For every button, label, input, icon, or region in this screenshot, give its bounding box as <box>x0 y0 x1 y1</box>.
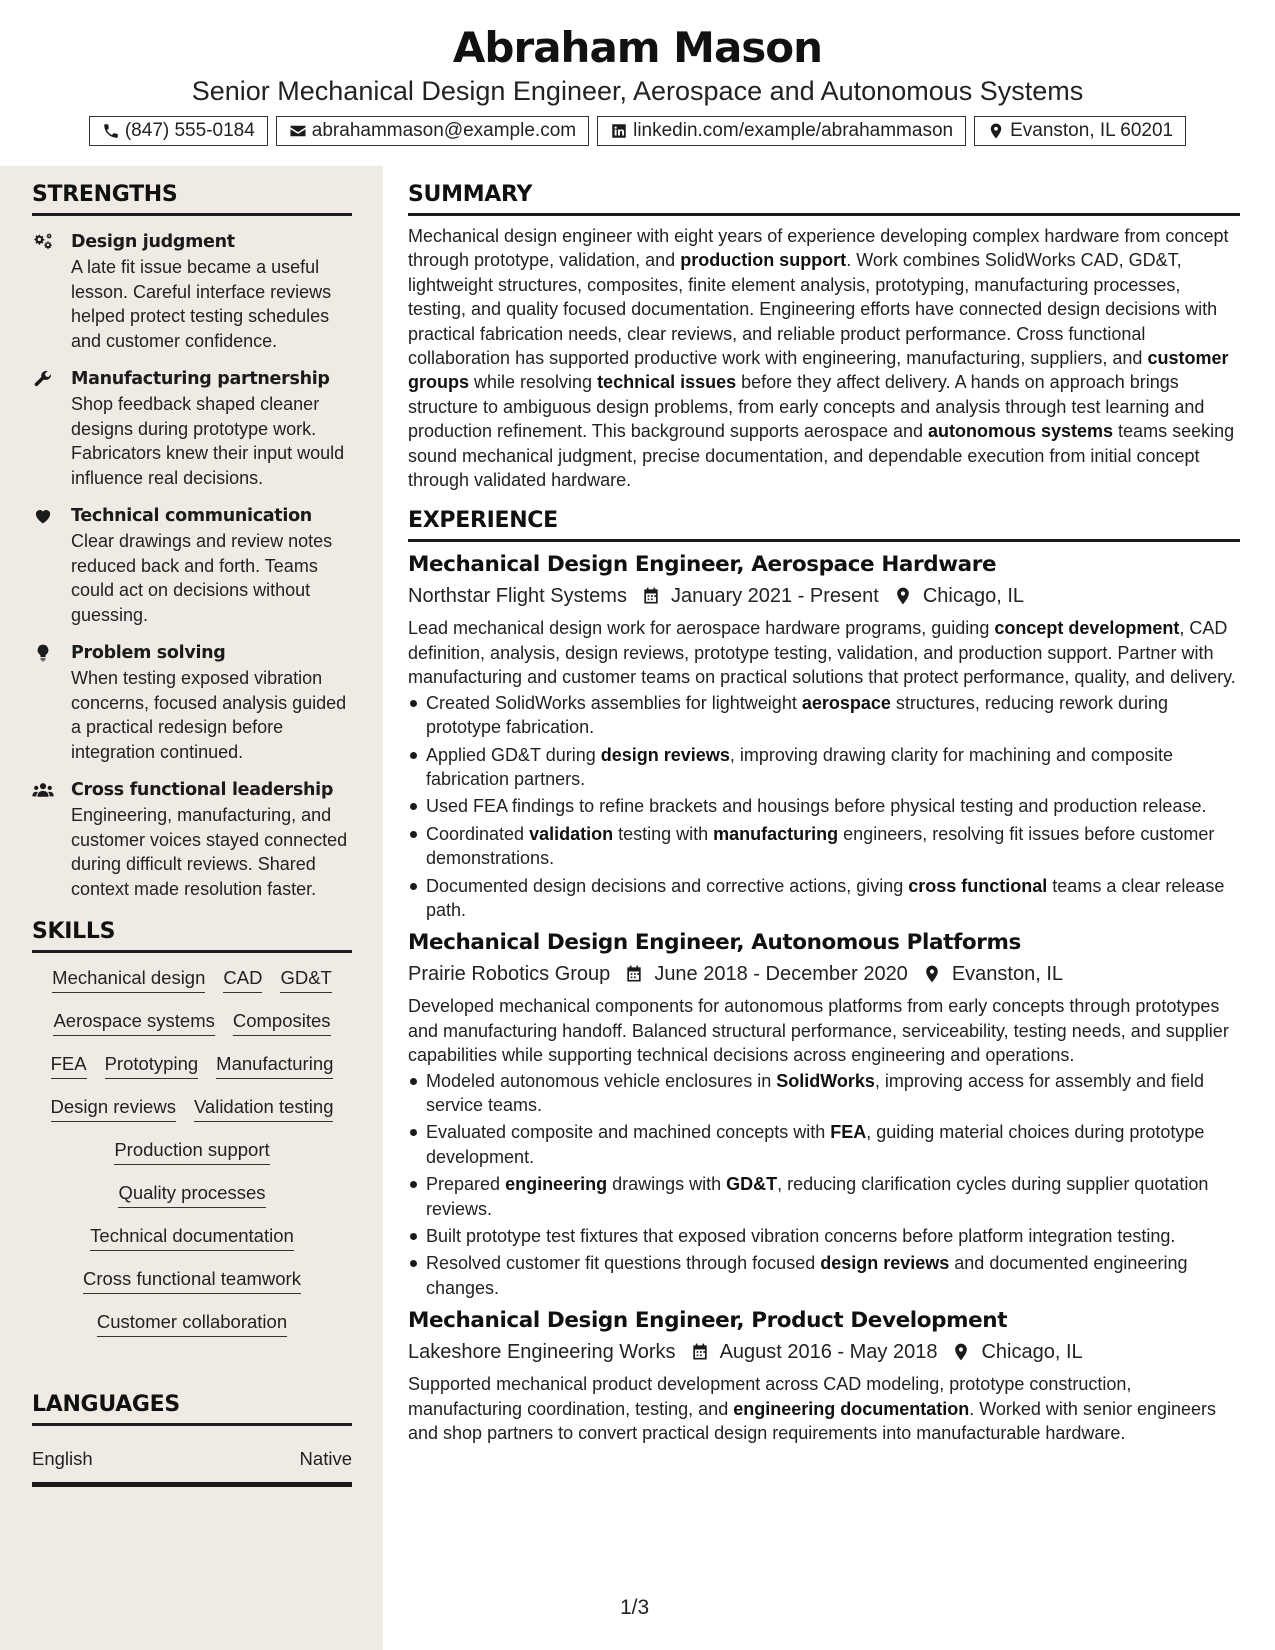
strength-item <box>32 778 352 901</box>
contact-phone[interactable] <box>89 116 268 146</box>
contact-linkedin[interactable] <box>597 116 966 146</box>
strength-title: Design judgment <box>71 232 235 252</box>
job-company: Northstar Flight Systems <box>408 585 627 608</box>
lightbulb-icon <box>32 643 54 663</box>
skills-list <box>32 967 352 1354</box>
strengths-list <box>32 230 352 901</box>
page-number: 1/3 <box>620 1596 650 1619</box>
heart-icon <box>32 506 54 526</box>
language-name: English <box>32 1448 93 1469</box>
job-meta <box>408 958 1240 990</box>
job-dates: January 2021 - Present <box>670 585 879 608</box>
strength-item <box>32 641 352 764</box>
skill-tag: Technical documentation <box>90 1225 294 1251</box>
map-pin-icon <box>951 1342 971 1362</box>
job-dates: August 2016 - May 2018 <box>719 1341 938 1364</box>
main-content <box>408 182 1240 1445</box>
job-company: Lakeshore Engineering Works <box>408 1341 676 1364</box>
contact-email[interactable] <box>276 116 589 146</box>
strength-desc: Shop feedback shaped cleaner designs during prototype work. Fabricators knew their input would influence real decisions. <box>71 394 345 488</box>
job-bullet: Evaluated composite and machined concepts with FEA, guiding material choices during prototype development. <box>408 1120 1240 1169</box>
job-bullet: Coordinated validation testing with manufacturing engineers, resolving fit issues before customer demonstrations. <box>408 822 1240 871</box>
sidebar <box>0 166 383 1650</box>
job-meta <box>408 1336 1240 1368</box>
job-description: Developed mechanical components for autonomous platforms from early concepts through prototypes and manufacturing handoff. Balanced structural performance, serviceability, testing needs, and supplier capabilities while supporting technical decisions across engineering and operations. <box>408 996 1229 1066</box>
strength-desc: A late fit issue became a useful lesson. Careful interface reviews helped protect testing schedules and customer confidence. <box>71 257 332 351</box>
contact-linkedin-text: linkedin.com/example/abrahammason <box>633 120 954 141</box>
skill-tag: Quality processes <box>118 1182 265 1208</box>
job-entry <box>408 1306 1240 1445</box>
skill-tag: Customer collaboration <box>97 1311 287 1337</box>
skill-tag: GD&T <box>280 967 331 993</box>
skill-tag: Prototyping <box>105 1053 199 1079</box>
wrench-icon <box>32 369 54 389</box>
job-bullet: Used FEA findings to refine brackets and housings before physical testing and production release. <box>408 794 1240 818</box>
strengths-heading: STRENGTHS <box>32 182 352 216</box>
strength-title: Manufacturing partnership <box>71 369 330 389</box>
job-entry <box>408 550 1240 922</box>
map-pin-icon <box>987 122 1005 140</box>
gears-icon <box>32 232 54 252</box>
skill-tag: CAD <box>223 967 262 993</box>
map-pin-icon <box>893 586 913 606</box>
job-bullet: Created SolidWorks assemblies for lightweight aerospace structures, reducing rework during prototype fabrication. <box>408 691 1240 740</box>
experience-list <box>408 550 1240 1445</box>
job-company: Prairie Robotics Group <box>408 963 611 986</box>
linkedin-icon <box>610 122 628 140</box>
skill-tag: Aerospace systems <box>53 1010 214 1036</box>
strength-item <box>32 504 352 627</box>
skill-tag: Validation testing <box>194 1096 334 1122</box>
languages-heading: LANGUAGES <box>32 1392 352 1426</box>
phone-icon <box>102 122 120 140</box>
job-bullets <box>408 1069 1240 1301</box>
job-location: Evanston, IL <box>951 963 1063 986</box>
job-bullet: Documented design decisions and corrective actions, giving cross functional teams a clear release path. <box>408 874 1240 923</box>
strength-title: Technical communication <box>71 506 312 526</box>
skill-tag: FEA <box>51 1053 87 1079</box>
contact-phone-text: (847) 555-0184 <box>124 120 255 141</box>
summary-heading: SUMMARY <box>408 182 1240 216</box>
contact-bar <box>0 116 1275 146</box>
users-icon <box>32 780 54 800</box>
language-level: Native <box>299 1448 352 1469</box>
strength-desc: When testing exposed vibration concerns, focused analysis guided a practical redesign before integration continued. <box>71 668 347 762</box>
job-bullet: Applied GD&T during design reviews, improving drawing clarity for machining and composite fabrication partners. <box>408 743 1240 792</box>
job-bullet: Modeled autonomous vehicle enclosures in SolidWorks, improving access for assembly and field service teams. <box>408 1069 1240 1118</box>
strength-item <box>32 230 352 353</box>
skills-heading: SKILLS <box>32 919 352 953</box>
skill-tag: Mechanical design <box>52 967 205 993</box>
job-bullet: Prepared engineering drawings with GD&T, reducing clarification cycles during supplier quotation reviews. <box>408 1172 1240 1221</box>
skill-tag: Design reviews <box>51 1096 176 1122</box>
job-bullets <box>408 691 1240 923</box>
job-location: Chicago, IL <box>922 585 1025 608</box>
job-bullet: Built prototype test fixtures that exposed vibration concerns before platform integration testing. <box>408 1224 1240 1248</box>
job-title: Mechanical Design Engineer, Aerospace Hardware <box>408 552 997 578</box>
contact-email-text: abrahammason@example.com <box>311 120 577 141</box>
language-row <box>32 1448 352 1487</box>
calendar-icon <box>641 586 661 606</box>
candidate-headline: Senior Mechanical Design Engineer, Aerospace and Autonomous Systems <box>191 76 1084 106</box>
job-description: Supported mechanical product development across CAD modeling, prototype construction, manufacturing coordination, testing, and engineering documentation. Worked with senior engineers and shop partners to convert practical design requirements into manufacturable hardware. <box>408 1374 1217 1444</box>
strength-desc: Engineering, manufacturing, and customer voices stayed connected during difficult reviews. Shared context made resolution faster. <box>71 805 348 899</box>
resume-header <box>0 0 1275 165</box>
skill-tag: Production support <box>114 1139 269 1165</box>
strength-title: Cross functional leadership <box>71 780 334 800</box>
skill-tag: Cross functional teamwork <box>83 1268 301 1294</box>
calendar-icon <box>624 964 644 984</box>
experience-heading: EXPERIENCE <box>408 508 1240 542</box>
contact-location-text: Evanston, IL 60201 <box>1010 120 1174 141</box>
job-title: Mechanical Design Engineer, Product Development <box>408 1308 1008 1334</box>
job-location: Chicago, IL <box>981 1341 1083 1364</box>
job-title: Mechanical Design Engineer, Autonomous Platforms <box>408 930 1021 956</box>
strength-item <box>32 367 352 490</box>
job-meta <box>408 580 1240 612</box>
job-description: Lead mechanical design work for aerospace hardware programs, guiding concept development, CAD definition, analysis, design reviews, prototype testing, validation, and production support. Partner with manufacturing and customer teams on practical solutions that protect performance, quality, and delivery. <box>408 618 1236 688</box>
candidate-name: Abraham Mason <box>452 23 823 72</box>
job-entry <box>408 928 1240 1300</box>
summary-text: Mechanical design engineer with eight years of experience developing complex hardware from concept through prototype, validation, and production support. Work combines SolidWorks CAD, GD&T, lightweight structures, composites, finite element analysis, prototyping, manufacturing processes, testing, and quality focused documentation. Engineering efforts have connected design decisions with practical fabrication needs, clear reviews, and reliable product performance. Cross functional collaboration has supported productive work with engineering, manufacturing, suppliers, and customer groups while resolving technical issues before they affect delivery. A hands on approach brings structure to ambiguous design problems, from early concepts and analysis through test learning and production refinement. This background supports aerospace and autonomous systems teams seeking sound mechanical judgment, precise documentation, and dependable execution from initial concept through validated hardware. <box>408 226 1235 491</box>
strength-title: Problem solving <box>71 643 226 663</box>
envelope-icon <box>289 122 307 140</box>
skill-tag: Composites <box>233 1010 331 1036</box>
strength-desc: Clear drawings and review notes reduced back and forth. Teams could act on decisions without guessing. <box>71 531 333 625</box>
map-pin-icon <box>922 964 942 984</box>
skill-tag: Manufacturing <box>216 1053 333 1079</box>
calendar-icon <box>690 1342 710 1362</box>
contact-location <box>974 116 1186 146</box>
job-dates: June 2018 - December 2020 <box>654 963 908 986</box>
job-bullet: Resolved customer fit questions through focused design reviews and documented engineering changes. <box>408 1251 1240 1300</box>
